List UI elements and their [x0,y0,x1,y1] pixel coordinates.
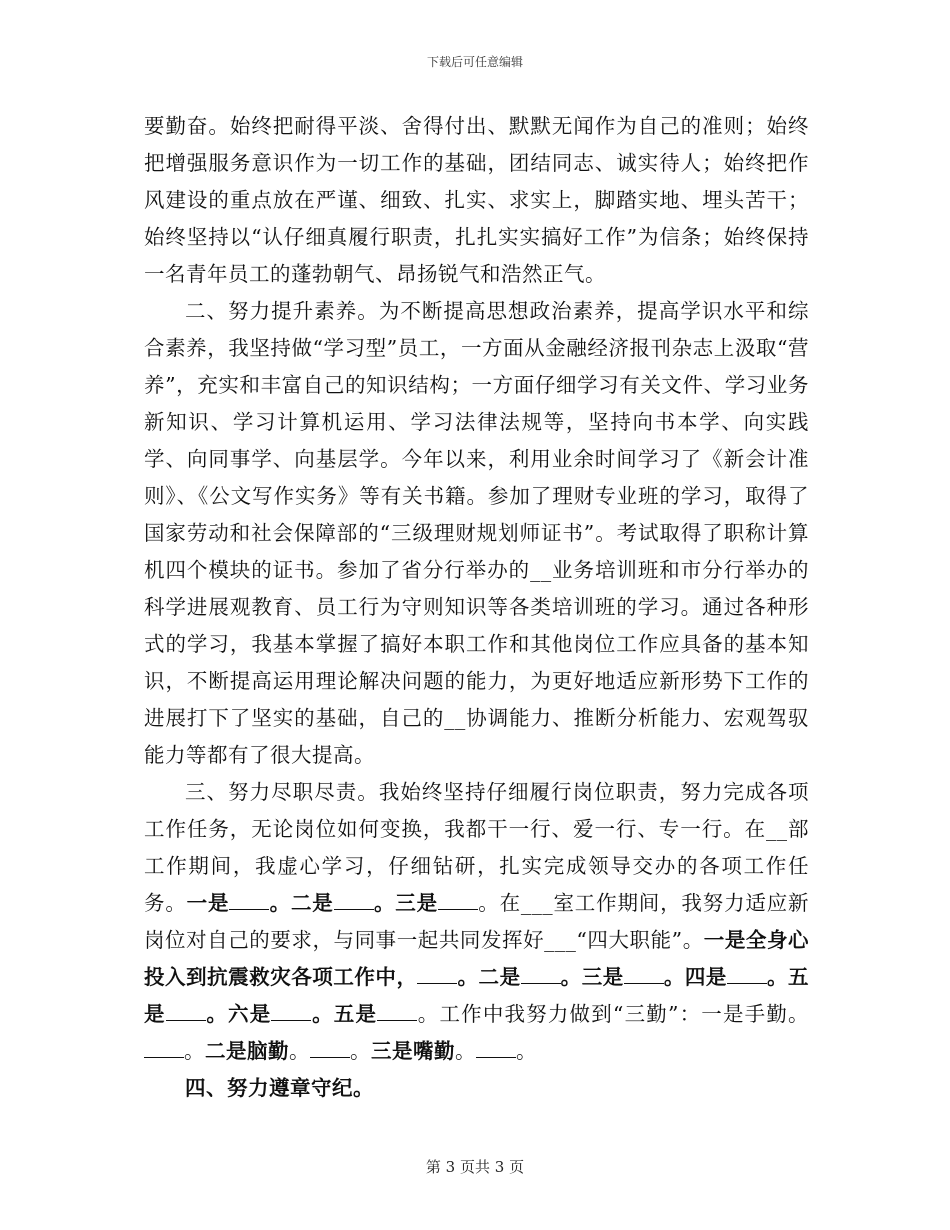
p3-bold-2: 二是 [290,891,334,915]
paragraph-2: 二、努力提升素养。为不断提高思想政治素养，提高学识水平和综合素养，我坚持做“学习型”员工，一方面从金融经济报刊杂志上汲取“营养”，充实和丰富自己的知识结构；一方面仔细学习有关文件、学习业务新知识、学习计算机运用、学习法律法规等，坚持向书本学、向实践学、向同事学、向基层学。今年以来，利用业余时间学习了《新会计准则》、《公文写作实务》等有关书籍。参加了理财专业班的学习，取得了国家劳动和社会保障部的“三级理财规划师证书”。考试取得了职称计算机四个模块的证书。参加了省分行举办的__业务培训班和市分行举办的科学进展观教育、员工行为守则知识等各类培训班的学习。通过各种形式的学习，我基本掌握了搞好本职工作和其他岗位工作应具备的基本知识，不断提高运用理论解决问题的能力，为更好地适应新形势下工作的进展打下了坚实的基础，自己的__协调能力、推断分析能力、宏观驾驭能力等都有了很大提高。 [144,299,809,767]
p3-bold-12: 三是嘴勤 [371,1039,455,1063]
p3-sep-11: 。 [289,1039,310,1063]
p3-text-3: 。工作中我努力做到“三勤”：一是手勤。 [417,1002,809,1026]
blank-underline [271,1002,311,1021]
blank-underline [377,1002,417,1021]
p3-sep-13: 。 [455,1039,476,1063]
p3-bold-3: 三是 [395,891,438,915]
p3-sep-12: 。 [350,1039,371,1063]
blank-underline [476,1039,516,1058]
p3-sep-2: 。 [373,891,396,915]
blank-underline [438,891,478,910]
blank-underline [144,1039,184,1058]
p3-text-2: 。在___室工作期间，我努力适应新岗位对自己的要求，与同事一起共同发挥好___“四大职能”。 [144,891,810,952]
p3-sep-1: 。 [269,891,291,915]
blank-underline [521,965,561,984]
p3-sep-9: 。五是 [311,1002,378,1026]
blank-underline [166,1002,206,1021]
p3-text-1: 三、努力尽职尽责。我始终坚持仔细履行岗位职责，努力完成各项工作任务，无论岗位如何变换，我都干一行、爱一行、专一行。在__部工作期间，我虚心学习，仔细钻研，扎实完成领导交办的各项工作任务。 [144,780,809,915]
paragraph-1: 要勤奋。始终把耐得平淡、舍得付出、默默无闻作为自己的准则；始终把增强服务意识作为一切工作的基础，团结同志、诚实待人；始终把作风建设的重点放在严谨、细致、扎实、求实上，脚踏实地、埋头苦干；始终坚持以“认仔细真履行职责，扎扎实实搞好工作”为信条；始终保持一名青年员工的蓬勃朝气、昂扬锐气和浩然正气。 [144,114,809,286]
page-footer: 第 3 页共 3 页 [425,1158,525,1176]
document-body [144,108,809,1107]
p3-bold-1: 一是 [186,891,230,915]
p3-sep-4: 。二是 [457,965,521,989]
p3-sep-10: 。 [184,1039,205,1063]
p3-sep-14: 。 [516,1039,537,1063]
blank-underline [310,1039,350,1058]
blank-underline [417,965,457,984]
p3-sep-7: 。五是 [144,965,810,1026]
blank-underline [727,965,767,984]
blank-underline [334,891,374,910]
p3-bold-10: 二是脑勤 [205,1039,289,1063]
p3-sep-5: 。三是 [560,965,624,989]
blank-underline [229,891,269,910]
p3-sep-8: 。六是 [205,1002,272,1026]
p3-sep-6: 。四是 [663,965,727,989]
page-header: 下载后可任意编辑 [426,55,523,69]
blank-underline [624,965,664,984]
p3-bold-4: 一是全身心投入到抗震救灾各项工作中， [144,928,810,989]
paragraph-3 [144,774,809,1070]
paragraph-4: 四、努力遵章守纪。 [185,1076,374,1100]
